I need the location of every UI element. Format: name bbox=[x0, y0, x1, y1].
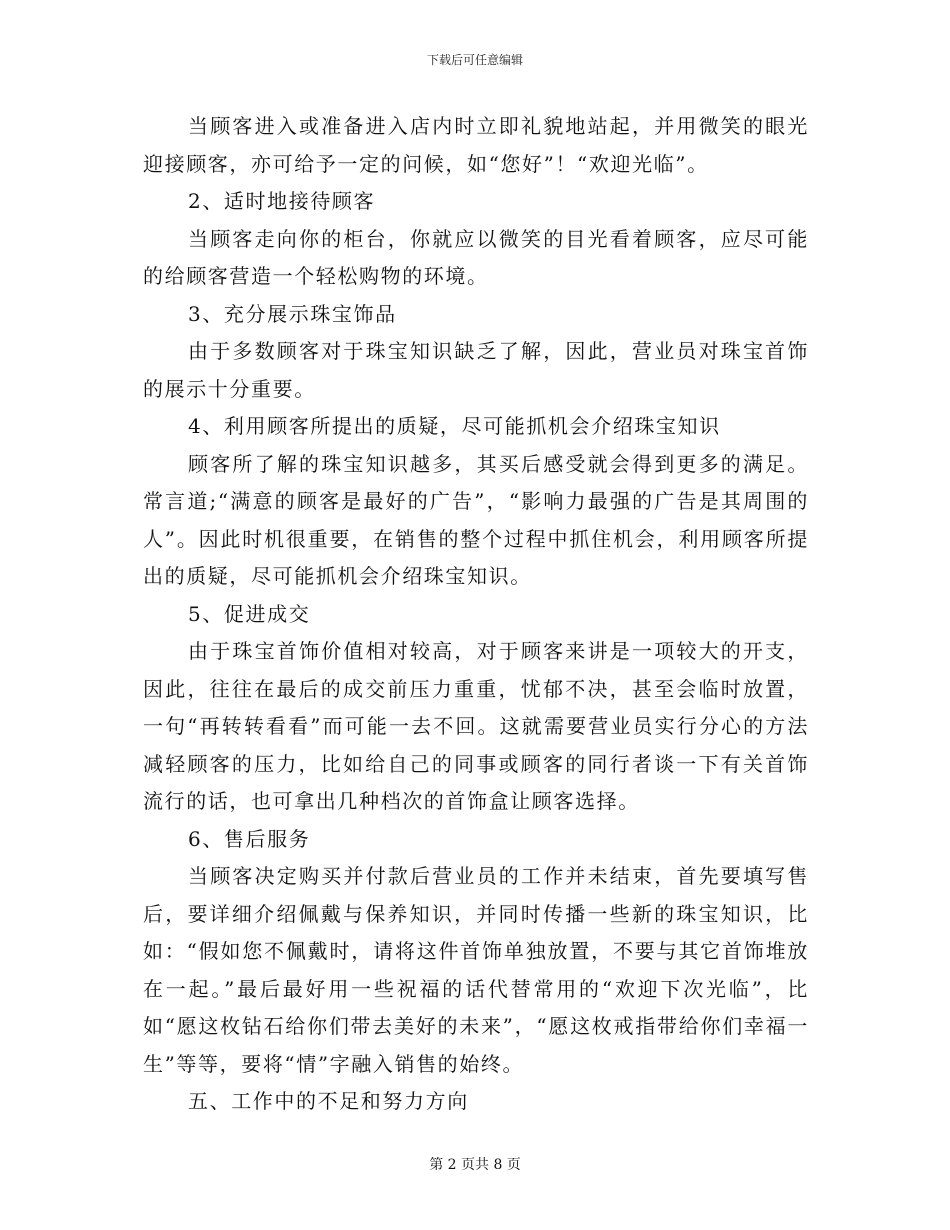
section-heading-close-deal: 5、促进成交 bbox=[188, 601, 311, 626]
section-heading-display-jewelry: 3、充分展示珠宝饰品 bbox=[188, 301, 397, 326]
paragraph-after-sales: 当顾客决定购买并付款后营业员的工作并未结束，首先要填写售后，要详细介绍佩戴与保养知识，并同时传播一些新的珠宝知识，比如：“假如您不佩戴时，请将这件首饰单独放置，不要与其它首饰堆放在一起。”最后最好用一些祝福的话代替常用的“欢迎下次光临”，比如“愿这枚钻石给你们带去美好的未来”，“愿这枚戒指带给你们幸福一生”等等，要将“情”字融入销售的始终。 bbox=[143, 864, 809, 1076]
page-number-footer: 第 2 页共 8 页 bbox=[429, 1157, 521, 1173]
section-heading-shortcomings: 五、工作中的不足和努力方向 bbox=[188, 1089, 469, 1113]
paragraph-timely-reception: 当顾客走向你的柜台，你就应以微笑的目光看着顾客，应尽可能的给顾客营造一个轻松购物的环境。 bbox=[143, 226, 809, 288]
paragraph-greeting: 当顾客进入或准备进入店内时立即礼貌地站起，并用微笑的眼光迎接顾客，亦可给予一定的问候，如“您好”！“欢迎光临”。 bbox=[143, 114, 809, 176]
paragraph-display-jewelry: 由于多数顾客对于珠宝知识缺乏了解，因此，营业员对珠宝首饰的展示十分重要。 bbox=[143, 339, 809, 401]
section-heading-introduce-knowledge: 4、利用顾客所提出的质疑，尽可能抓机会介绍珠宝知识 bbox=[188, 414, 721, 438]
section-heading-timely-reception: 2、适时地接待顾客 bbox=[188, 189, 376, 213]
section-heading-after-sales: 6、售后服务 bbox=[188, 826, 311, 851]
paragraph-introduce-knowledge: 顾客所了解的珠宝知识越多，其买后感受就会得到更多的满足。常言道;“满意的顾客是最好的广告”，“影响力最强的广告是其周围的人”。因此时机很重要，在销售的整个过程中抓住机会，利用顾客所提出的质疑，尽可能抓机会介绍珠宝知识。 bbox=[143, 451, 809, 588]
paragraph-close-deal: 由于珠宝首饰价值相对较高，对于顾客来讲是一项较大的开支，因此，往往在最后的成交前压力重重，忧郁不决，甚至会临时放置，一句“再转转看看”而可能一去不回。这就需要营业员实行分心的方法减轻顾客的压力，比如给自己的同事或顾客的同行者谈一下有关首饰流行的话，也可拿出几种档次的首饰盒让顾客选择。 bbox=[143, 639, 809, 813]
page-header-note: 下载后可任意编辑 bbox=[426, 53, 523, 67]
document-body bbox=[143, 108, 809, 1121]
